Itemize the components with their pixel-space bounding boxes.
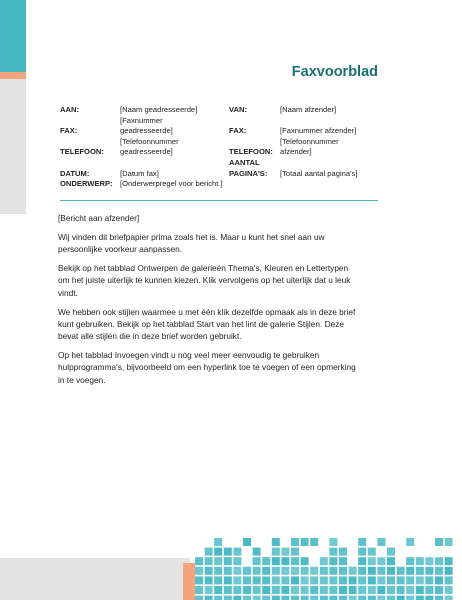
footer-pixel [349,567,357,575]
subject-label: ONDERWERP: [60,179,113,189]
footer-pixel [435,596,443,600]
footer-pixel [358,567,366,575]
footer-pixel [233,596,241,600]
footer-pixel [195,586,203,594]
footer-pixel [243,538,251,546]
footer-pixel [233,548,241,556]
footer-pixel [445,538,453,546]
footer-pixel [416,557,424,565]
sender-fax-label: FAX: [229,126,247,136]
footer-pixel [214,586,222,594]
footer-pixel [387,557,395,565]
footer-pixel [435,586,443,594]
footer-pixel [310,586,318,594]
date-label: DATUM: [60,168,90,178]
footer-pixel [272,557,280,565]
footer-pixel [435,567,443,575]
footer-pixel [281,586,289,594]
footer-pixel [272,586,280,594]
footer-pixel [339,548,347,556]
footer-pixel [349,596,357,600]
footer-pixel [368,567,376,575]
footer-pixel [214,557,222,565]
footer-pixel [205,596,213,600]
footer-pixel [262,586,270,594]
footer-pixel [243,596,251,600]
footer-pixel [377,596,385,600]
footer-pixel [224,586,232,594]
footer-pixel [445,567,453,575]
footer-pixel [358,596,366,600]
footer-pixel [291,586,299,594]
footer-pixel [214,596,222,600]
footer-pixel [272,548,280,556]
footer-pixel [253,576,261,584]
message-paragraph-2: Bekijk op het tabblad Ontwerpen de galerieën Thema's, Kleuren en Lettertypen om het juiste uiterlijk te kunnen kiezen. Klik vervolgens op het uiterlijk dat u leuk vindt. [58,263,351,298]
footer-pixel [291,538,299,546]
footer-pixel [387,586,395,594]
phone-value-line1: [Telefoonnummer [120,136,179,146]
footer-pixel [406,538,414,546]
footer-pixel [387,548,395,556]
footer-pixel [262,576,270,584]
footer-pixel [377,557,385,565]
fax-value-line2: geadresseerde] [120,126,173,136]
footer-pixel [281,576,289,584]
footer-pixel [243,567,251,575]
footer-pixel [224,567,232,575]
footer-pixel [339,567,347,575]
footer-pixel [291,576,299,584]
page-title: Faxvoorblad [291,64,378,80]
footer-pixel [349,586,357,594]
footer-pixel [214,538,222,546]
footer-pixel [291,548,299,556]
footer-pixel [435,538,443,546]
left-margin-gray-bar [0,79,26,214]
footer-pixel [425,557,433,565]
footer-pixel [262,567,270,575]
footer-pixel [310,596,318,600]
header-divider [60,200,378,201]
footer-pixel [243,576,251,584]
footer-pixel [233,586,241,594]
footer-pixel [329,557,337,565]
message-greeting: [Bericht aan afzender] [58,213,140,223]
footer-pixel [368,586,376,594]
footer-pixel [406,557,414,565]
footer-pixel [358,557,366,565]
footer-pixel [320,567,328,575]
footer-pixel [368,576,376,584]
footer-pixel [377,538,385,546]
footer-pixel [301,557,309,565]
footer-pixel [281,596,289,600]
footer-pixel [425,586,433,594]
footer-pixel [281,557,289,565]
footer-pixel [416,576,424,584]
footer-pixel [272,576,280,584]
sender-phone-value-line1: [Telefoonnummer [280,136,339,146]
footer-pixel [224,557,232,565]
footer-pixel [358,586,366,594]
footer-pixel [262,596,270,600]
fax-value-line1: [Faxnummer [120,115,163,125]
footer-pixel [358,576,366,584]
footer-pixel [195,576,203,584]
footer-pixel [253,586,261,594]
footer-pixel [329,596,337,600]
footer-pixel [253,567,261,575]
footer-pixel [358,548,366,556]
footer-pixel [435,576,443,584]
footer-pixel [387,567,395,575]
footer-pixel [291,567,299,575]
footer-pixel [195,557,203,565]
footer-pixel [349,576,357,584]
footer-orange-bar [183,563,195,600]
footer-pixel [320,576,328,584]
phone-value-line2: geadresseerde] [120,147,173,157]
footer-pixel [310,538,318,546]
footer-pixel [272,538,280,546]
page-count-label-line1: AANTAL [229,158,260,167]
footer-pixel [205,567,213,575]
footer-pixel [272,596,280,600]
fax-label: FAX: [60,126,78,136]
footer-pixel [291,557,299,565]
footer-pixel [368,548,376,556]
from-label: VAN: [229,105,247,114]
footer-pixel [301,586,309,594]
footer-pixel [243,586,251,594]
footer-pixel [416,596,424,600]
footer-pixel [233,576,241,584]
to-label: AAN: [60,105,79,114]
footer-pixel [205,586,213,594]
footer-pixel [329,538,337,546]
footer-pixel [425,567,433,575]
footer-pixel [224,548,232,556]
sender-phone-value-line2: afzender] [280,147,312,157]
footer-pixel [214,548,222,556]
message-paragraph-3: We hebben ook stijlen waarmee u met één klik dezelfde opmaak als in deze brief kunt gebruiken. Bekijk op het tabblad Start van het lint de galerie Stijlen. Deze bevat alle stijlen die in deze brief worden gebruikt. [58,306,356,342]
footer-pixel [416,567,424,575]
footer-pixel [397,596,405,600]
footer-pixel [416,586,424,594]
footer-pixel [425,596,433,600]
footer-pixel [445,557,453,565]
footer-pixel [445,576,453,584]
footer-pixel [214,576,222,584]
footer-pixel [329,548,337,556]
footer-pixel [281,567,289,575]
footer-pixel [320,586,328,594]
sender-fax-value: [Faxnummer afzender] [280,126,357,136]
footer-pixel [435,557,443,565]
footer-pixel-pattern [195,538,462,600]
footer-pixel [301,596,309,600]
footer-pixel [425,576,433,584]
left-margin-teal-bar [0,0,26,72]
sender-phone-label: TELEFOON: [229,147,273,157]
date-value: [Datum fax] [120,168,159,178]
footer-pixel [387,576,395,584]
footer-pixel [224,576,232,584]
page-count-label-line2: PAGINA'S: [229,168,268,178]
footer-pixel [262,557,270,565]
footer-pixel [224,596,232,600]
footer-pixel [205,576,213,584]
footer-pixel [339,586,347,594]
footer-pixel [329,586,337,594]
footer-pixel [233,557,241,565]
footer-pixel [377,567,385,575]
left-margin-orange-bar [0,72,26,79]
footer-pixel [397,586,405,594]
page-count-value: [Totaal aantal pagina's] [280,168,358,178]
footer-pixel [329,576,337,584]
subject-value: [Onderwerpregel voor bericht.] [120,179,223,189]
footer-pixel [301,538,309,546]
footer-pixel [233,567,241,575]
phone-label: TELEFOON: [60,147,104,157]
footer-pixel [320,557,328,565]
footer-pixel [253,557,261,565]
footer-pixel [406,596,414,600]
message-body [58,212,358,393]
footer-pixel [281,548,289,556]
footer-pixel [368,596,376,600]
footer-pixel [387,596,395,600]
footer-pixel [406,567,414,575]
from-value: [Naam afzender] [280,105,337,114]
footer-pixel [310,576,318,584]
footer-pixel [205,548,213,556]
footer-pixel [406,576,414,584]
footer-pixel [320,596,328,600]
footer-pixel [377,586,385,594]
message-paragraph-4: Op het tabblad Invoegen vindt u nog veel meer eenvoudig te gebruiken hulpprogramma's, bijvoorbeeld om een hyperlink toe te voegen of een opmerking in te voegen. [58,350,356,385]
footer-gray-band [0,558,190,600]
footer-pixel [195,567,203,575]
footer-pixel [339,576,347,584]
footer-pixel [445,596,453,600]
footer-pixel [339,596,347,600]
footer-pixel [205,557,213,565]
to-value: [Naam geadresseerde] [120,105,198,114]
footer-pixel [253,548,261,556]
footer-pixel [397,567,405,575]
footer-pixel [301,576,309,584]
footer-pixel [329,567,337,575]
footer-pixel [310,567,318,575]
footer-pixel [272,567,280,575]
footer-pixel [253,596,261,600]
footer-pixel [377,576,385,584]
footer-pixel [368,557,376,565]
footer-pixel [214,567,222,575]
message-paragraph-1: Wij vinden dit briefpapier prima zoals het is. Maar u kunt het snel aan uw persoonlijke voorkeur aanpassen. [58,231,325,255]
footer-pixel [397,576,405,584]
footer-pixel [445,586,453,594]
footer-pixel [339,557,347,565]
footer-pixel [301,567,309,575]
footer-pixel [291,596,299,600]
footer-pixel [195,596,203,600]
footer-pixel [358,538,366,546]
footer-pixel [406,586,414,594]
